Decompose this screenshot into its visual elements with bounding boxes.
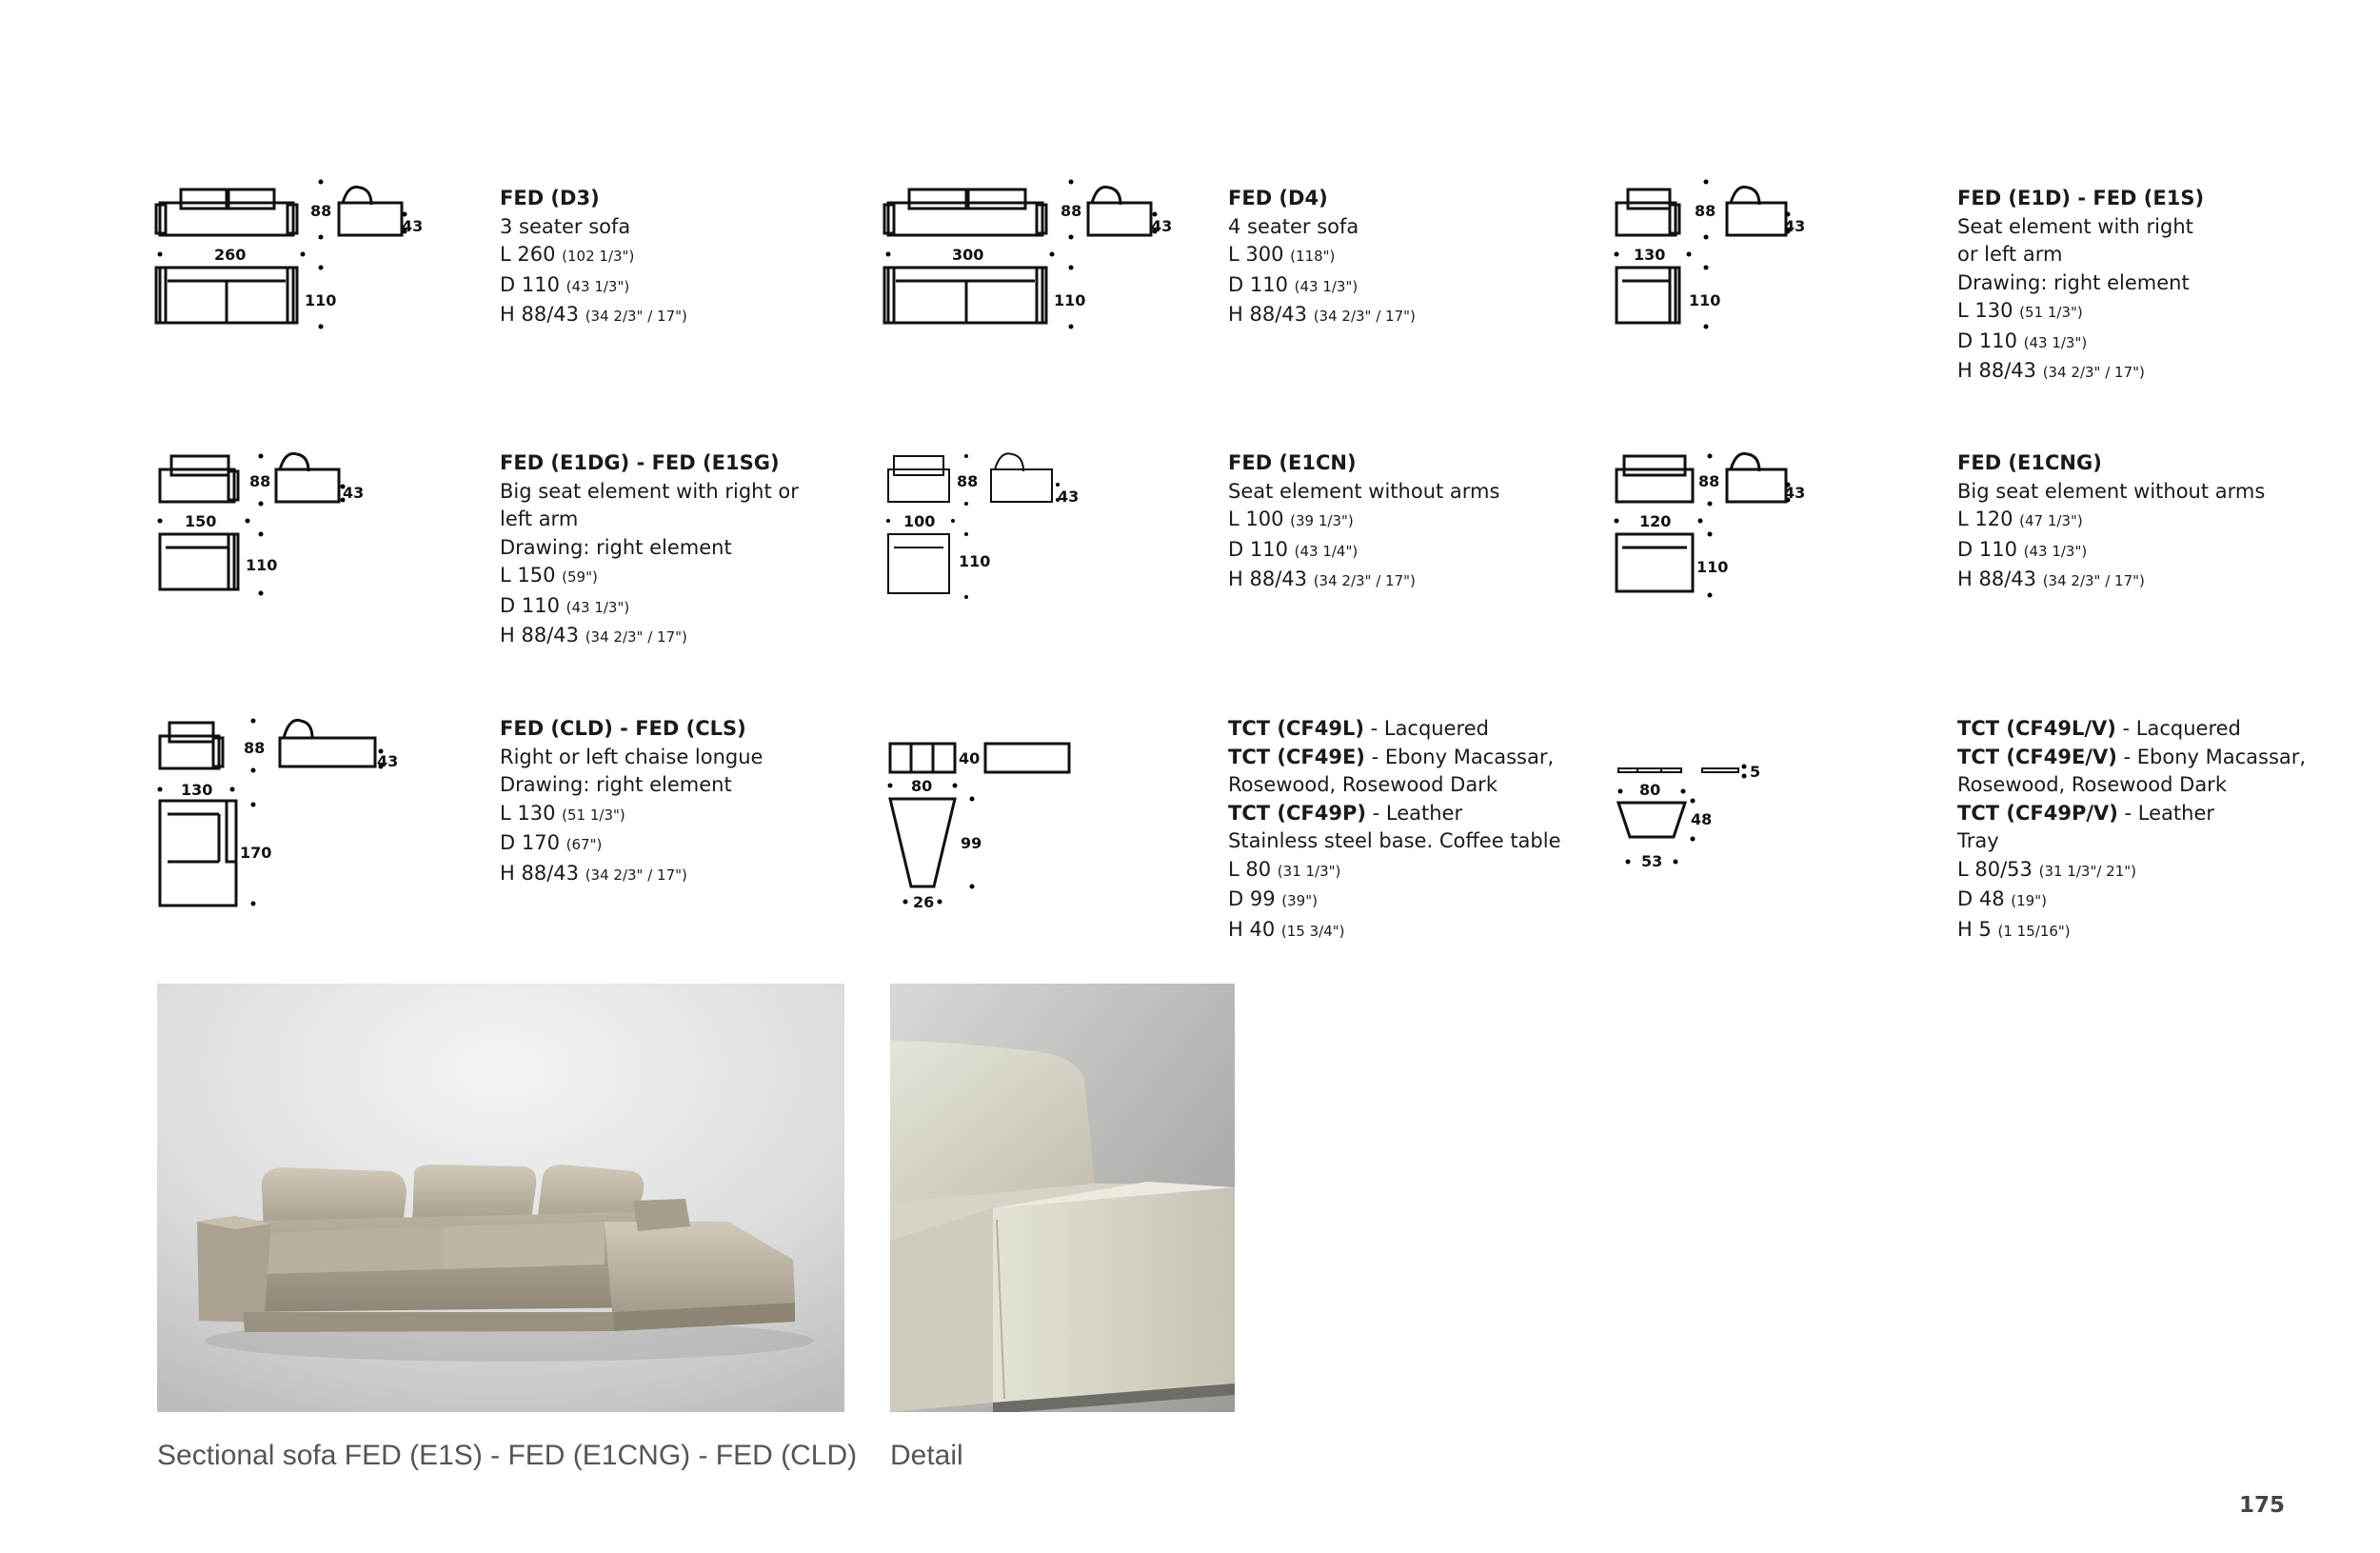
detail-photo bbox=[890, 984, 1235, 1412]
product-spec-line: Rosewood, Rosewood Dark bbox=[1228, 773, 1497, 796]
product-spec-line: TCT (CF49L/V) - Lacquered bbox=[1957, 717, 2241, 740]
product-spec-line: D 110 (43 1/4") bbox=[1228, 537, 1359, 561]
product-spec-line: D 110 (43 1/3") bbox=[500, 593, 630, 617]
product-spec-line: H 88/43 (34 2/3" / 17") bbox=[1228, 567, 1416, 590]
dim-base: 26 bbox=[913, 893, 935, 911]
product-title: FED (E1CNG) bbox=[1957, 451, 2102, 474]
dim-depth: 99 bbox=[961, 834, 982, 852]
product-spec-line: L 120 (47 1/3") bbox=[1957, 508, 2083, 530]
drawing-fed-e1dg bbox=[152, 443, 381, 608]
product-spec-line: or left arm bbox=[1957, 243, 2063, 266]
drawing-fed-e1cn bbox=[881, 443, 1109, 608]
product-spec-line: L 80/53 (31 1/3"/ 21") bbox=[1957, 857, 2137, 881]
product-spec-line: H 88/43 (34 2/3" / 17") bbox=[1957, 359, 2145, 382]
product-tct-cf49v bbox=[1957, 715, 2319, 946]
dim-width: 80 bbox=[911, 777, 933, 795]
drawing-tct-cf49lv bbox=[1609, 757, 1799, 885]
product-fed-e1d bbox=[1957, 185, 2319, 388]
product-spec-line: Right or left chaise longue bbox=[500, 745, 764, 768]
dim-width: 120 bbox=[1639, 512, 1672, 530]
product-title: FED (E1D) - FED (E1S) bbox=[1957, 187, 2205, 209]
product-spec-line: Tray bbox=[1957, 829, 1999, 852]
dim-depth: 48 bbox=[1691, 810, 1713, 828]
dim-width: 150 bbox=[185, 512, 217, 530]
product-spec-line: TCT (CF49P) - Leather bbox=[1228, 801, 1463, 825]
product-spec-line: D 110 (43 1/3") bbox=[1228, 272, 1359, 296]
product-spec-line: Drawing: right element bbox=[1957, 270, 2190, 294]
dim-seat-height: 43 bbox=[1784, 484, 1806, 502]
product-spec-line: Drawing: right element bbox=[500, 535, 732, 559]
page-number: 175 bbox=[2238, 1493, 2285, 1518]
product-title: FED (E1CN) bbox=[1228, 451, 1357, 474]
product-title: FED (E1DG) - FED (E1SG) bbox=[500, 451, 780, 474]
product-title: FED (D3) bbox=[500, 187, 600, 209]
product-spec-line: L 80 (31 1/3") bbox=[1228, 857, 1341, 881]
dim-height: 88 bbox=[957, 472, 979, 490]
product-spec-line: L 100 (39 1/3") bbox=[1228, 508, 1354, 530]
product-spec-line: L 260 (102 1/3") bbox=[500, 243, 635, 266]
product-spec-line: Rosewood, Rosewood Dark bbox=[1957, 773, 2227, 796]
product-fed-e1dg bbox=[500, 449, 862, 652]
product-spec-line: H 88/43 (34 2/3" / 17") bbox=[500, 861, 687, 885]
product-tct-cf49 bbox=[1228, 715, 1590, 946]
dim-width: 130 bbox=[1634, 246, 1666, 264]
product-spec-line: left arm bbox=[500, 508, 579, 530]
dim-width: 300 bbox=[952, 246, 984, 264]
dim-seat-height: 43 bbox=[1784, 217, 1806, 235]
dim-height: 88 bbox=[310, 202, 332, 220]
dim-depth: 170 bbox=[240, 844, 272, 862]
drawing-fed-e1cng bbox=[1609, 443, 1837, 608]
product-spec-line: D 48 (19") bbox=[1957, 887, 2047, 910]
product-spec-line: TCT (CF49L) - Lacquered bbox=[1228, 717, 1489, 740]
dim-height: 5 bbox=[1750, 763, 1761, 781]
product-spec-line: H 88/43 (34 2/3" / 17") bbox=[500, 303, 687, 326]
drawing-fed-d4 bbox=[881, 176, 1173, 342]
product-spec-line: L 300 (118") bbox=[1228, 243, 1336, 266]
product-fed-cld bbox=[500, 715, 862, 889]
dim-depth: 110 bbox=[1696, 558, 1729, 576]
product-spec-line: D 110 (43 1/3") bbox=[500, 272, 630, 296]
caption-detail: Detail bbox=[890, 1440, 963, 1471]
dim-width: 100 bbox=[903, 512, 936, 530]
product-title: FED (CLD) - FED (CLS) bbox=[500, 717, 746, 740]
product-fed-e1cn bbox=[1228, 449, 1590, 596]
product-spec-line: Seat element with right bbox=[1957, 214, 2193, 238]
dim-seat-height: 43 bbox=[1151, 217, 1173, 235]
dim-seat-height: 43 bbox=[343, 484, 365, 502]
dim-depth: 110 bbox=[959, 552, 991, 570]
dim-depth: 110 bbox=[1054, 291, 1086, 309]
product-spec-line: 4 seater sofa bbox=[1228, 214, 1359, 238]
product-spec-line: Drawing: right element bbox=[500, 773, 732, 796]
product-spec-line: H 88/43 (34 2/3" / 17") bbox=[500, 624, 687, 647]
product-spec-line: H 88/43 (34 2/3" / 17") bbox=[1957, 567, 2145, 590]
product-spec-line: Seat element without arms bbox=[1228, 479, 1500, 503]
product-spec-line: Big seat element with right or bbox=[500, 479, 799, 503]
dim-depth: 110 bbox=[1689, 291, 1721, 309]
dim-seat-height: 43 bbox=[377, 752, 399, 770]
product-fed-d4 bbox=[1228, 185, 1590, 331]
sectional-sofa-photo bbox=[157, 984, 844, 1412]
caption-sectional-sofa: Sectional sofa FED (E1S) - FED (E1CNG) - FED (CLD) bbox=[157, 1440, 858, 1471]
dim-seat-height: 43 bbox=[1058, 488, 1080, 506]
drawing-fed-e1d bbox=[1609, 176, 1837, 342]
drawing-tct-cf49l bbox=[881, 738, 1090, 913]
drawing-fed-cld bbox=[152, 709, 409, 923]
dim-width: 130 bbox=[181, 781, 213, 799]
dim-height: 88 bbox=[1061, 202, 1082, 220]
product-fed-e1cng bbox=[1957, 449, 2319, 596]
product-title: FED (D4) bbox=[1228, 187, 1328, 209]
product-spec-line: H 5 (1 15/16") bbox=[1957, 917, 2071, 941]
product-spec-line: TCT (CF49E/V) - Ebony Macassar, bbox=[1957, 745, 2307, 768]
product-spec-line: H 40 (15 3/4") bbox=[1228, 917, 1345, 941]
dim-seat-height: 43 bbox=[402, 217, 424, 235]
product-spec-line: 3 seater sofa bbox=[500, 214, 631, 238]
drawing-fed-d3 bbox=[152, 176, 428, 342]
dim-depth: 110 bbox=[305, 291, 337, 309]
product-spec-line: TCT (CF49P/V) - Leather bbox=[1957, 801, 2215, 825]
product-spec-line: D 110 (43 1/3") bbox=[1957, 537, 2088, 561]
dim-height: 88 bbox=[244, 739, 266, 757]
product-spec-line: L 130 (51 1/3") bbox=[1957, 299, 2083, 322]
dim-base: 53 bbox=[1641, 852, 1663, 870]
product-spec-line: L 130 (51 1/3") bbox=[500, 801, 625, 825]
product-spec-line: TCT (CF49E) - Ebony Macassar, bbox=[1228, 745, 1555, 768]
product-spec-line: L 150 (59") bbox=[500, 564, 598, 587]
product-spec-line: Stainless steel base. Coffee table bbox=[1228, 829, 1561, 852]
dim-width: 80 bbox=[1639, 781, 1661, 799]
dim-width: 260 bbox=[214, 246, 247, 264]
dim-height: 88 bbox=[1698, 472, 1720, 490]
product-spec-line: D 170 (67") bbox=[500, 831, 603, 854]
dim-height: 88 bbox=[1695, 202, 1716, 220]
dim-height: 40 bbox=[959, 749, 981, 767]
product-spec-line: Big seat element without arms bbox=[1957, 479, 2266, 503]
product-fed-d3 bbox=[500, 185, 862, 331]
dim-depth: 110 bbox=[246, 556, 278, 574]
product-spec-line: H 88/43 (34 2/3" / 17") bbox=[1228, 303, 1416, 326]
dim-height: 88 bbox=[249, 472, 271, 490]
product-spec-line: D 110 (43 1/3") bbox=[1957, 329, 2088, 352]
product-spec-line: D 99 (39") bbox=[1228, 887, 1318, 910]
